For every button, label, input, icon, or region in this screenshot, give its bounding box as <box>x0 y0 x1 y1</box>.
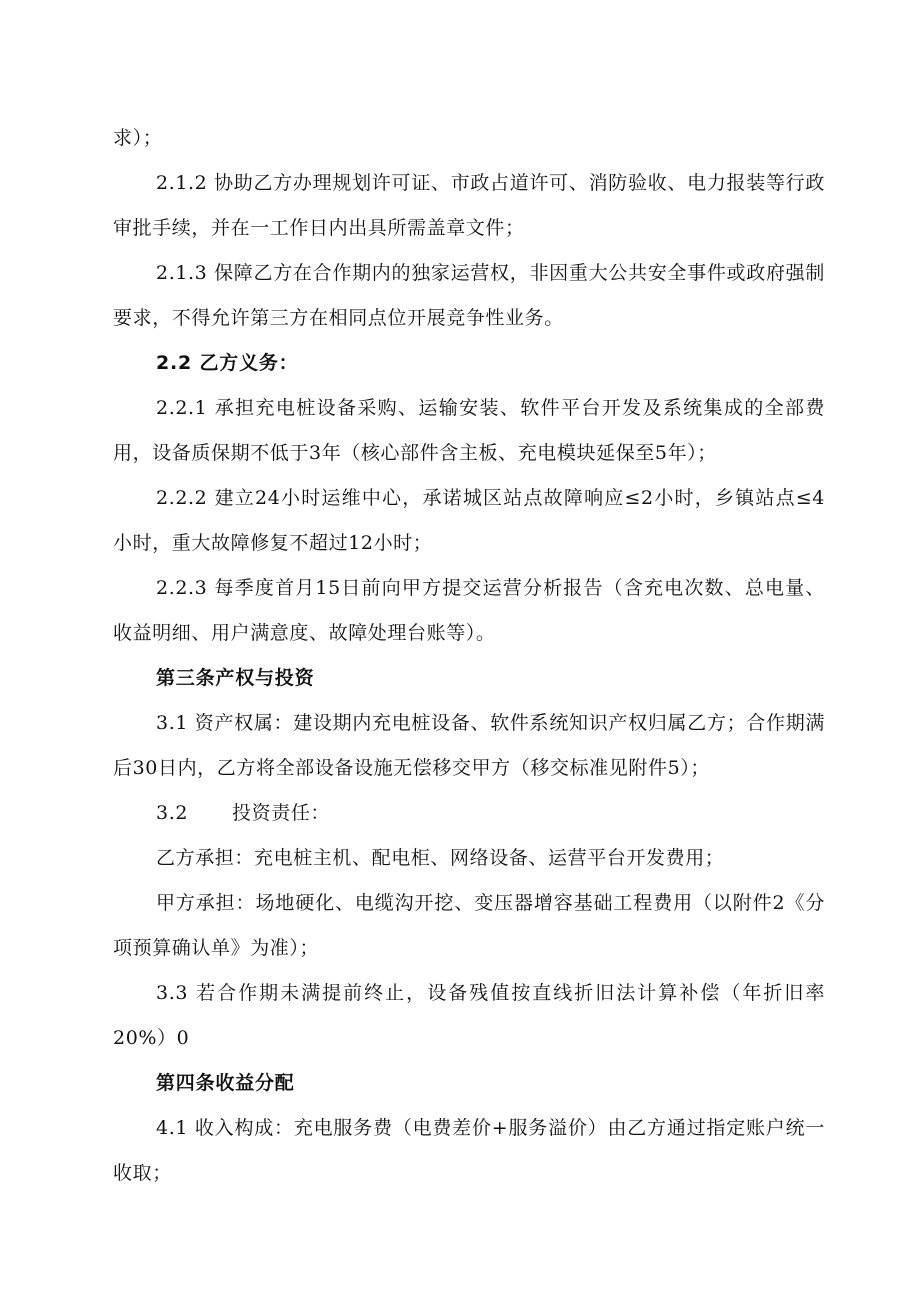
clause-4-1: 4.1 收入构成：充电服务费（电费差价+服务溢价）由乙方通过指定账户统一收取； <box>113 1117 825 1184</box>
clause-2-1-2: 2.1.2 协助乙方办理规划许可证、市政占道许可、消防验收、电力报装等行政审批手续，并在一工作日内出具所需盖章文件； <box>113 172 825 239</box>
responsibility-party-a: 甲方承担：场地硬化、电缆沟开挖、变压器增容基础工程费用（以附件2《分项预算确认单》为准）； <box>113 892 825 959</box>
clause-3-1: 3.1 资产权属：建设期内充电桩设备、软件系统知识产权归属乙方；合作期满后30日内，乙方将全部设备设施无偿移交甲方（移交标准见附件5）； <box>113 712 825 779</box>
clause-number-3-2: 3.2 <box>156 802 189 824</box>
clause-2-1-3: 2.1.3 保障乙方在合作期内的独家运营权，非因重大公共安全事件或政府强制要求，不得允许第三方在相同点位开展竞争性业务。 <box>113 262 825 329</box>
responsibility-party-b: 乙方承担：充电桩主机、配电柜、网络设备、运营平台开发费用； <box>156 847 725 869</box>
section-heading-2-2: 2.2 乙方义务： <box>156 352 299 374</box>
clause-3-3: 3.3 若合作期未满提前终止，设备残值按直线折旧法计算补偿（年折旧率20%）0 <box>113 982 825 1049</box>
article-heading-3: 第三条产权与投资 <box>156 667 315 689</box>
clause-3-2 <box>113 791 825 836</box>
clause-2-2-2: 2.2.2 建立24小时运维中心，承诺城区站点故障响应≤2小时，乡镇站点≤4小时，重大故障修复不超过12小时； <box>113 487 825 554</box>
clause-2-2-3: 2.2.3 每季度首月15日前向甲方提交运营分析报告（含充电次数、总电量、收益明细、用户满意度、故障处理台账等）。 <box>113 577 825 644</box>
article-heading-4: 第四条收益分配 <box>156 1072 295 1094</box>
clause-2-2-1: 2.2.1 承担充电桩设备采购、运输安装、软件平台开发及系统集成的全部费用，设备质保期不低于3年（核心部件含主板、充电模块延保至5年）； <box>113 397 825 464</box>
document-body <box>113 116 825 1196</box>
paragraph-continuation: 求）； <box>113 127 163 149</box>
clause-title-3-2: 投资责任： <box>232 802 331 824</box>
